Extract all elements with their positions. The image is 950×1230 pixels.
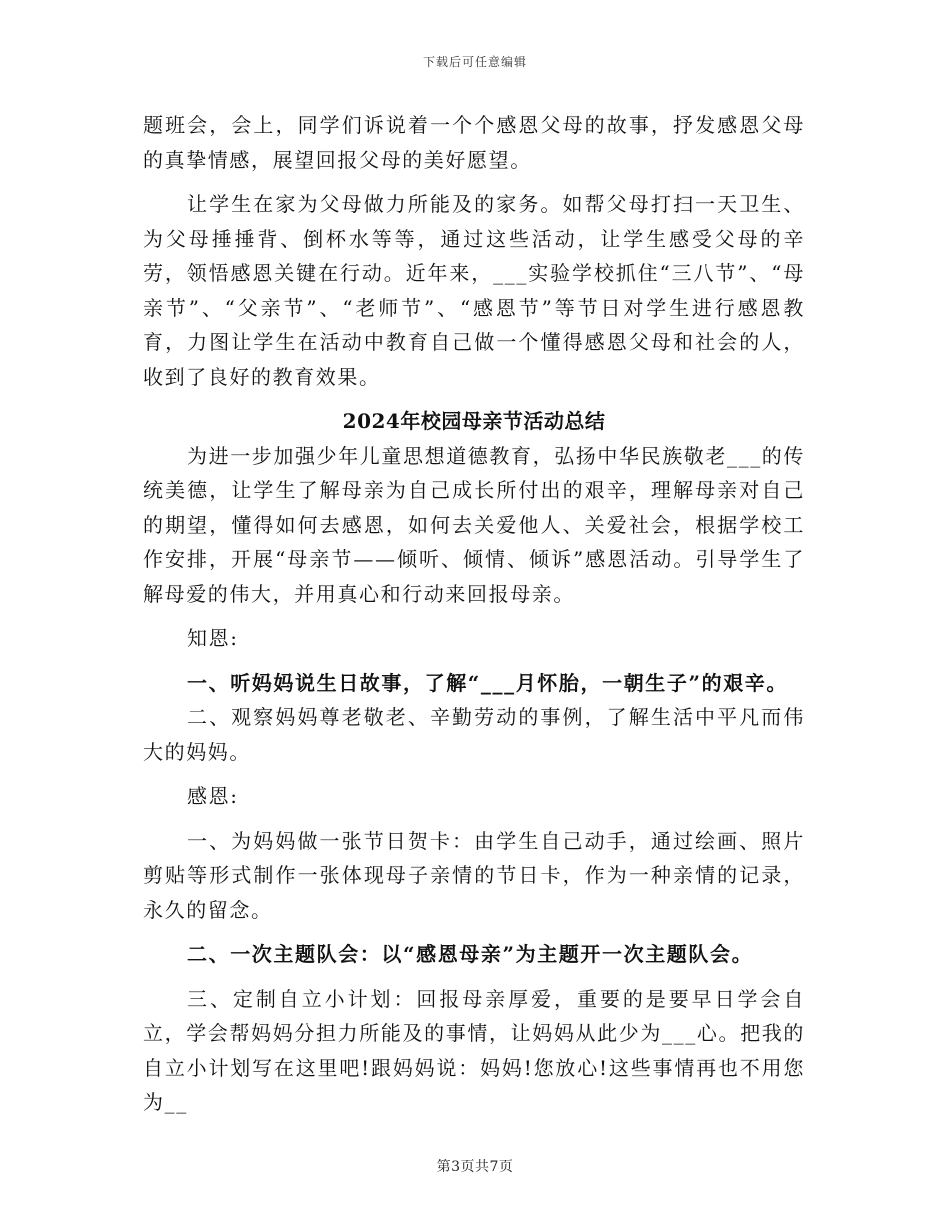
paragraph-continuation: 题班会，会上，同学们诉说着一个个感恩父母的故事，抒发感恩父母的真挚情感，展望回报父母的美好愿望。 <box>143 113 805 172</box>
ganen-item-2: 二、一次主题队会：以“感恩母亲”为主题开一次主题队会。 <box>187 942 754 966</box>
zhien-item-1: 一、听妈妈说生日故事，了解“___月怀胎，一朝生子”的艰辛。 <box>187 670 789 695</box>
zhien-label: 知恩: <box>187 626 239 650</box>
document-body <box>143 108 805 1120</box>
paragraph-household-chores: 让学生在家为父母做力所能及的家务。如帮父母打扫一天卫生、为父母捶捶背、倒杯水等等，通过这些活动，让学生感受父母的辛劳，领悟感恩关键在行动。近年来，___实验学校抓住“三八节”、“母亲节”、“父亲节”、“老师节”、“感恩节”等节日对学生进行感恩教育，力图让学生在活动中教育自己做一个懂得感恩父母和社会的人，收到了良好的教育效果。 <box>143 192 805 389</box>
ganen-item-3: 三、定制自立小计划：回报母亲厚爱，重要的是要早日学会自立，学会帮妈妈分担力所能及的事情，让妈妈从此少为___心。把我的自立小计划写在这里吧!跟妈妈说：妈妈!您放心!这些事情再也不用您为__ <box>143 986 805 1114</box>
zhien-item-2: 二、观察妈妈尊老敬老、辛勤劳动的事例，了解生活中平凡而伟大的妈妈。 <box>143 705 805 764</box>
section-title: 2024年校园母亲节活动总结 <box>342 409 606 433</box>
ganen-item-1: 一、为妈妈做一张节日贺卡：由学生自己动手，通过绘画、照片剪贴等形式制作一张体现母子亲情的节日卡，作为一种亲情的记录，永久的留念。 <box>143 828 805 922</box>
page-number: 第3页共7页 <box>436 1159 514 1175</box>
section-intro: 为进一步加强少年儿童思想道德教育，弘扬中华民族敬老___的传统美德，让学生了解母亲为自己成长所付出的艰辛，理解母亲对自己的期望，懂得如何去感恩，如何去关爱他人、关爱社会，根据学校工作安排，开展“母亲节——倾听、倾情、倾诉”感恩活动。引导学生了解母爱的伟大，并用真心和行动来回报母亲。 <box>143 443 805 606</box>
ganen-label: 感恩: <box>187 784 239 808</box>
header-note: 下载后可任意编辑 <box>422 55 527 69</box>
